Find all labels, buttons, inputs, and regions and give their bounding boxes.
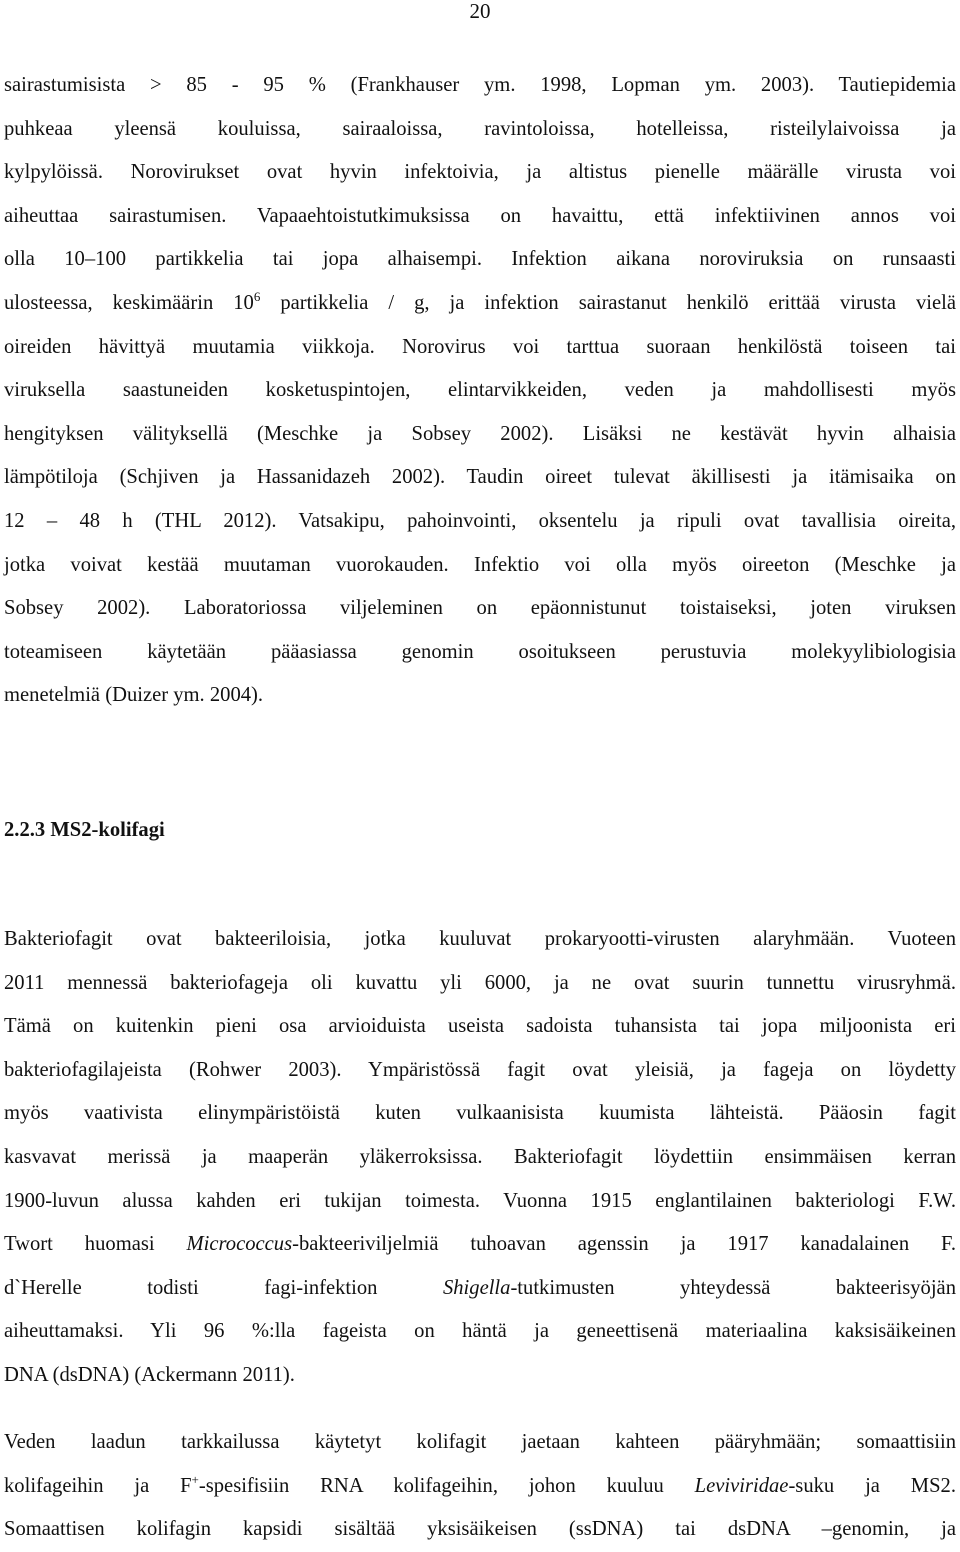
text-line: kylpylöissä. Norovirukset ovat hyvin infektoivia, ja altistus pienelle määrälle virusta voi (4, 161, 956, 184)
text-line: puhkeaa yleensä kouluissa, sairaaloissa, ravintoloissa, hotelleissa, risteilylaivoissa ja (4, 117, 956, 140)
text-line: d`Herelle todisti fagi-infektion Shigella-tutkimusten yhteydessä bakteerisyöjän (4, 1276, 956, 1299)
text-line: 12 – 48 h (THL 2012). Vatsakipu, pahoinvointi, oksentelu ja ripuli ovat tavallisia oireita, (4, 509, 956, 532)
text-line: kasvavat merissä ja maaperän yläkerroksissa. Bakteriofagit löydettiin ensimmäisen kerran (4, 1145, 956, 1168)
text-line: aiheuttaa sairastumisen. Vapaaehtoistutkimuksissa on havaittu, että infektiivinen annos voi (4, 204, 956, 227)
text-line: kolifageihin ja F+-spesifisiin RNA kolifageihin, johon kuuluu Leviviridae-suku ja MS2. (4, 1471, 956, 1497)
paragraph-coliphages (4, 1421, 956, 1552)
text-line: menetelmiä (Duizer ym. 2004). (4, 684, 264, 707)
paragraph-bacteriophages (4, 918, 956, 1398)
italic-family: Leviviridae (694, 1474, 789, 1497)
italic-genus: Shigella (442, 1276, 511, 1299)
text-line: Somaattisen kolifagin kapsidi sisältää yksisäikeisen (ssDNA) tai dsDNA –genomin, ja (4, 1518, 956, 1541)
text-line: Bakteriofagit ovat bakteeriloisia, jotka kuuluvat prokaryootti-virusten alaryhmään. Vuoteen (4, 928, 956, 950)
text-line: myös vaativista elinympäristöistä kuten vulkaanisista kuumista lähteistä. Pääosin fagit (4, 1102, 956, 1125)
text-line: Veden laadun tarkkailussa käytetyt kolifagit jaetaan kahteen pääryhmään; somaattisiin (4, 1431, 956, 1453)
text-line: hengityksen välityksellä (Meschke ja Sobsey 2002). Lisäksi ne kestävät hyvin alhaisia (4, 422, 956, 445)
text-line: 1900-luvun alussa kahden eri tukijan toimesta. Vuonna 1915 englantilainen bakteriologi F.W. (4, 1189, 956, 1212)
text-line: ulosteessa, keskimäärin $10^6$ partikkelia / g, ja infektion sairastanut henkilö erittää virusta vielä (4, 288, 956, 314)
text-line: olla 10–100 partikkelia tai jopa alhaisempi. Infektion aikana noroviruksia on runsaasti (4, 248, 956, 271)
section-heading: 2.2.3 MS2-kolifagi (4, 819, 165, 841)
text-line: DNA (dsDNA) (Ackermann 2011). (4, 1363, 295, 1386)
text-line: jotka voivat kestää muutaman vuorokauden. Infektio voi olla myös oireeton (Meschke ja (4, 553, 956, 576)
text-line: Sobsey 2002). Laboratoriossa viljeleminen on epäonnistunut toistaiseksi, joten viruksen (4, 597, 956, 620)
paragraph-norovirus (4, 64, 956, 718)
text-line: 2011 mennessä bakteriofageja oli kuvattu yli 6000, ja ne ovat suurin tunnettu virusryhmä. (4, 971, 956, 994)
italic-genus: Micrococcus (186, 1233, 293, 1256)
text-line: lämpötiloja (Schjiven ja Hassanidazeh 2002). Taudin oireet tulevat äkillisesti ja itämisaika on (4, 466, 956, 489)
text-line: oireiden hävittyä muutamia viikkoja. Norovirus voi tarttua suoraan henkilöstä toiseen tai (4, 335, 956, 358)
superscript: 6 (253, 288, 261, 304)
text-line: toteamiseen käytetään pääasiassa genomin osoitukseen perustuvia molekyylibiologisia (4, 640, 956, 663)
text-line: Twort huomasi Micrococcus-bakteeriviljelmiä tuhoavan agenssin ja 1917 kanadalainen F. (4, 1233, 956, 1256)
page-number: 20 (469, 0, 491, 23)
text-line: Tämä on kuitenkin pieni osa arvioiduista useista sadoista tuhansista tai jopa miljoonista eri (4, 1015, 956, 1038)
text-line: bakteriofagilajeista (Rohwer 2003). Ympäristössä fagit ovat yleisiä, ja fageja on löydetty (4, 1058, 956, 1081)
text-line: viruksella saastuneiden kosketuspintojen, elintarvikkeiden, veden ja mahdollisesti myös (4, 379, 956, 402)
text-line: sairastumisista > 85 - 95 % (Frankhauser ym. 1998, Lopman ym. 2003). Tautiepidemia (4, 74, 956, 96)
superscript: + (191, 1471, 199, 1487)
text-line: aiheuttamaksi. Yli 96 %:lla fageista on häntä ja geneettisenä materiaalina kaksisäikeinen (4, 1320, 956, 1343)
